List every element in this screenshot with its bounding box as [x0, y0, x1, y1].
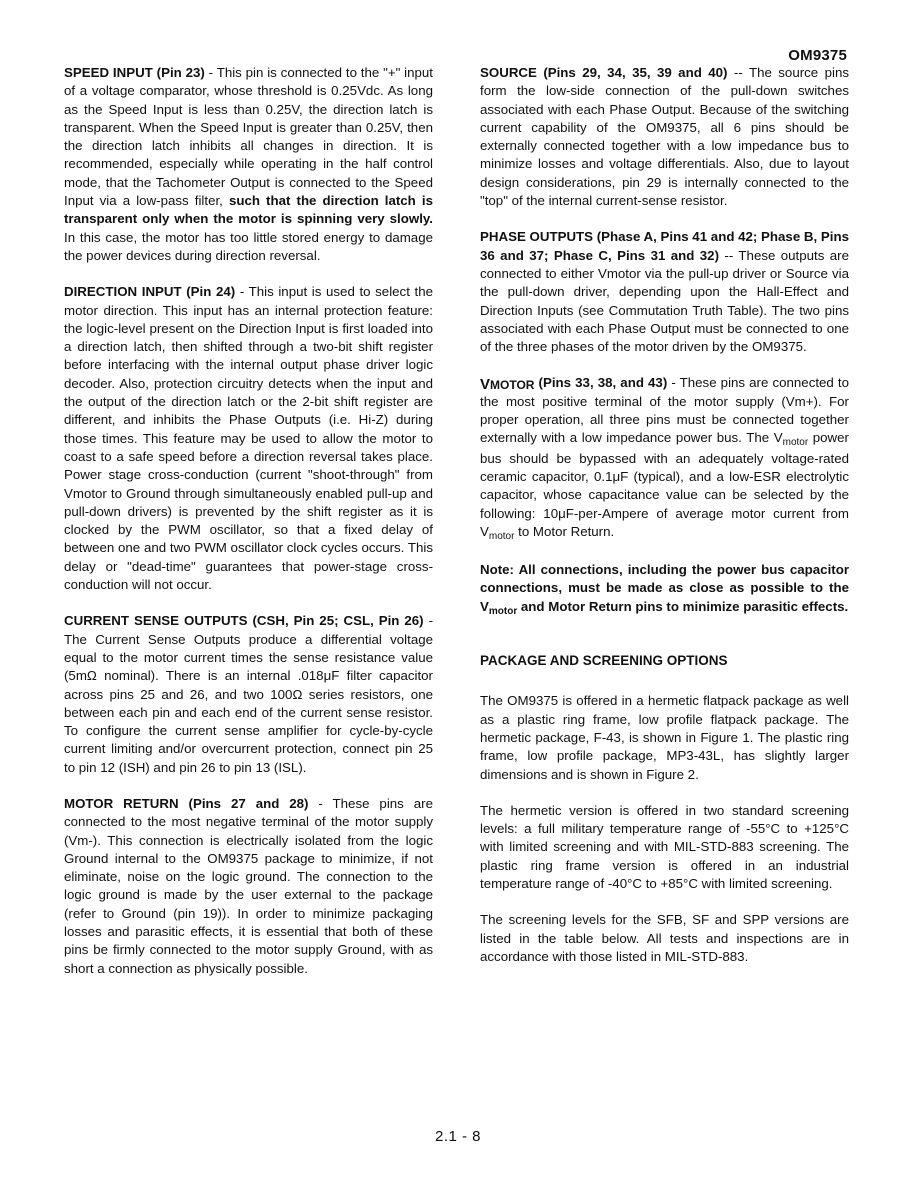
- package-paragraph-2: The hermetic version is offered in two standard screening levels: a full military temperature range of -55°C to +125°C with limited screening and with MIL-STD-883 screening. The plastic ring frame version is offered in an industrial temperature range of -40°C to +85°C with limited screening.: [480, 802, 849, 891]
- vmotor-text-3: to Motor Return.: [514, 523, 615, 539]
- source-paragraph: [480, 64, 849, 210]
- phase-outputs-heading: PHASE OUTPUTS (Phase A, Pins 41 and 42; Phase B, Pins 36 and 37; Phase C, Pins 31 and 32): [480, 229, 849, 263]
- motor-return-text: - These pins are connected to the most negative terminal of the motor supply (Vm-). This connection is electrically isolated from the logic Ground internal to the OM9375 package to minimize, if not eliminate, noise on the logic ground. The connection to the logic ground is made by the user external to the package (refer to Ground (pin 19)). In order to minimize packaging losses and parasitic effects, it is essential that both of these pins be firmly connected to the motor supply Ground, with as short a connection as physically possible.: [64, 795, 433, 976]
- direction-input-text: - This input is used to select the motor direction. This input has an internal protection feature: the logic-level present on the Direction Input is first loaded into a direction latch, then shifted through a two-bit shift register before interfacing with the internal output phase driver logic decoder. Also, protection circuitry detects when the input and the output of the direction latch or the 2-bit shift register are different, and inhibits the Phase Outputs (i.e. Hi-Z) during those times. This feature may be used to allow the motor to coast to a safe speed before a direction reversal takes place. Power stage cross-conduction (current "shoot-through" from Vmotor to Ground through simultaneously enabled pull-up and pull-down drivers) is prevented by the shift register as it is clocked by the PWM oscillator, so that a fixed delay of between one and two PWM oscillator clock cycles occurs. This delay or "dead-time" guarantees that power-stage cross-conduction will not occur.: [64, 284, 433, 593]
- direction-input-heading: DIRECTION INPUT (Pin 24): [64, 284, 236, 300]
- speed-input-bold-text: such that the direction latch is transparent only when the motor is spinning very slowly.: [64, 193, 433, 227]
- page-number: [0, 1128, 916, 1145]
- direction-input-paragraph: [64, 283, 433, 594]
- source-text: -- The source pins form the low-side connection of the pull-down switches associated with each Phase Output. Because of the switching current capability of the OM9375, all 6 pins should be externally connected together with a low impedance bus to minimize losses and voltage differentials. Also, due to layout design considerations, pin 29 is internally connected to the "top" of the internal current-sense resistor.: [480, 65, 850, 209]
- page-number-text: 2.1 - 8: [434, 1128, 482, 1145]
- vmotor-heading-pins: (Pins 33, 38, and 43): [534, 375, 668, 391]
- current-sense-heading: CURRENT SENSE OUTPUTS (CSH, Pin 25; CSL, Pin 26): [64, 613, 424, 629]
- vmotor-text-2: power bus should be bypassed with an adequately voltage-rated ceramic capacitor, 0.1μF (typical), and a low-ESR electrolytic capacitor, whose capacitance value can be selected by the following: 10μF-per-Ampere of average motor current from V: [480, 430, 849, 539]
- speed-input-heading: SPEED INPUT (Pin 23): [64, 65, 205, 80]
- vmotor-sub-1: motor: [782, 437, 809, 449]
- vmotor-sub-2: motor: [488, 530, 515, 542]
- left-column: [64, 64, 433, 978]
- vmotor-paragraph: [480, 374, 849, 543]
- part-number-header: OM9375: [788, 47, 847, 64]
- current-sense-paragraph: [64, 612, 433, 777]
- note-sub: motor: [488, 605, 518, 617]
- right-column: [480, 64, 849, 966]
- package-paragraph-1: The OM9375 is offered in a hermetic flatpack package as well as a plastic ring frame, low profile flatpack package. The hermetic package, F-43, is shown in Figure 1. The plastic ring frame, low profile package, MP3-43L, has slightly larger dimensions and is shown in Figure 2.: [480, 693, 849, 782]
- note-paragraph: [480, 561, 849, 618]
- speed-input-text: - This pin is connected to the "+" input of a voltage comparator, whose threshold is 0.25Vdc. As long as the Speed Input is less than 0.25V, the direction latch is transparent. When the Speed Input is greater than 0.25V, then the direction latch inhibits all changes in direction. It is recommended, especially while operating in the half control mode, that the Tachometer Output is connected to the Speed Input via a low-pass filter,: [64, 65, 433, 209]
- package-section-title: PACKAGE AND SCREENING OPTIONS: [480, 653, 728, 669]
- current-sense-text: - The Current Sense Outputs produce a differential voltage equal to the motor current times the sense resistance value (5mΩ nominal). There is an internal .018μF filter capacitor across pins 25 and 26, and two 100Ω series resistors, one between each pin and each end of the current sense resistor. To configure the current sense amplifier for cycle-by-cycle current limiting and/or overcurrent protection, connect pin 25 to pin 12 (ISH) and pin 26 to pin 13 (ISL).: [64, 613, 433, 775]
- phase-outputs-text: -- These outputs are connected to either Vmotor via the pull-up driver or Source via the pull-down driver, depending upon the Hall-Effect and Direction Inputs (see Commutation Truth Table). The two pins associated with each Phase Output must be connected to one of the three phases of the motor driven by the OM9375.: [480, 247, 850, 355]
- source-heading: SOURCE (Pins 29, 34, 35, 39 and 40): [480, 65, 728, 80]
- vmotor-text-1: - These pins are connected to the most positive terminal of the motor supply (Vm+). For proper operation, all three pins must be connected together externally with a low impedance power bus. The V: [480, 375, 850, 446]
- vmotor-heading-v: V: [480, 376, 491, 394]
- package-paragraph-3: The screening levels for the SFB, SF and SPP versions are listed in the table below. All tests and inspections are in accordance with those listed in MIL-STD-883.: [480, 912, 849, 964]
- speed-input-paragraph: [64, 64, 433, 265]
- vmotor-heading-sub: MOTOR: [490, 378, 535, 393]
- speed-input-text-end: In this case, the motor has too little stored energy to damage the power devices during direction reversal.: [64, 229, 433, 263]
- phase-outputs-paragraph: [480, 228, 849, 356]
- motor-return-heading: MOTOR RETURN (Pins 27 and 28): [64, 795, 309, 811]
- note-text-2: and Motor Return pins to minimize parasitic effects.: [517, 598, 849, 614]
- note-text-1: Note: All connections, including the power bus capacitor connections, must be made as close as possible to the V: [480, 562, 849, 614]
- motor-return-paragraph: [64, 795, 433, 978]
